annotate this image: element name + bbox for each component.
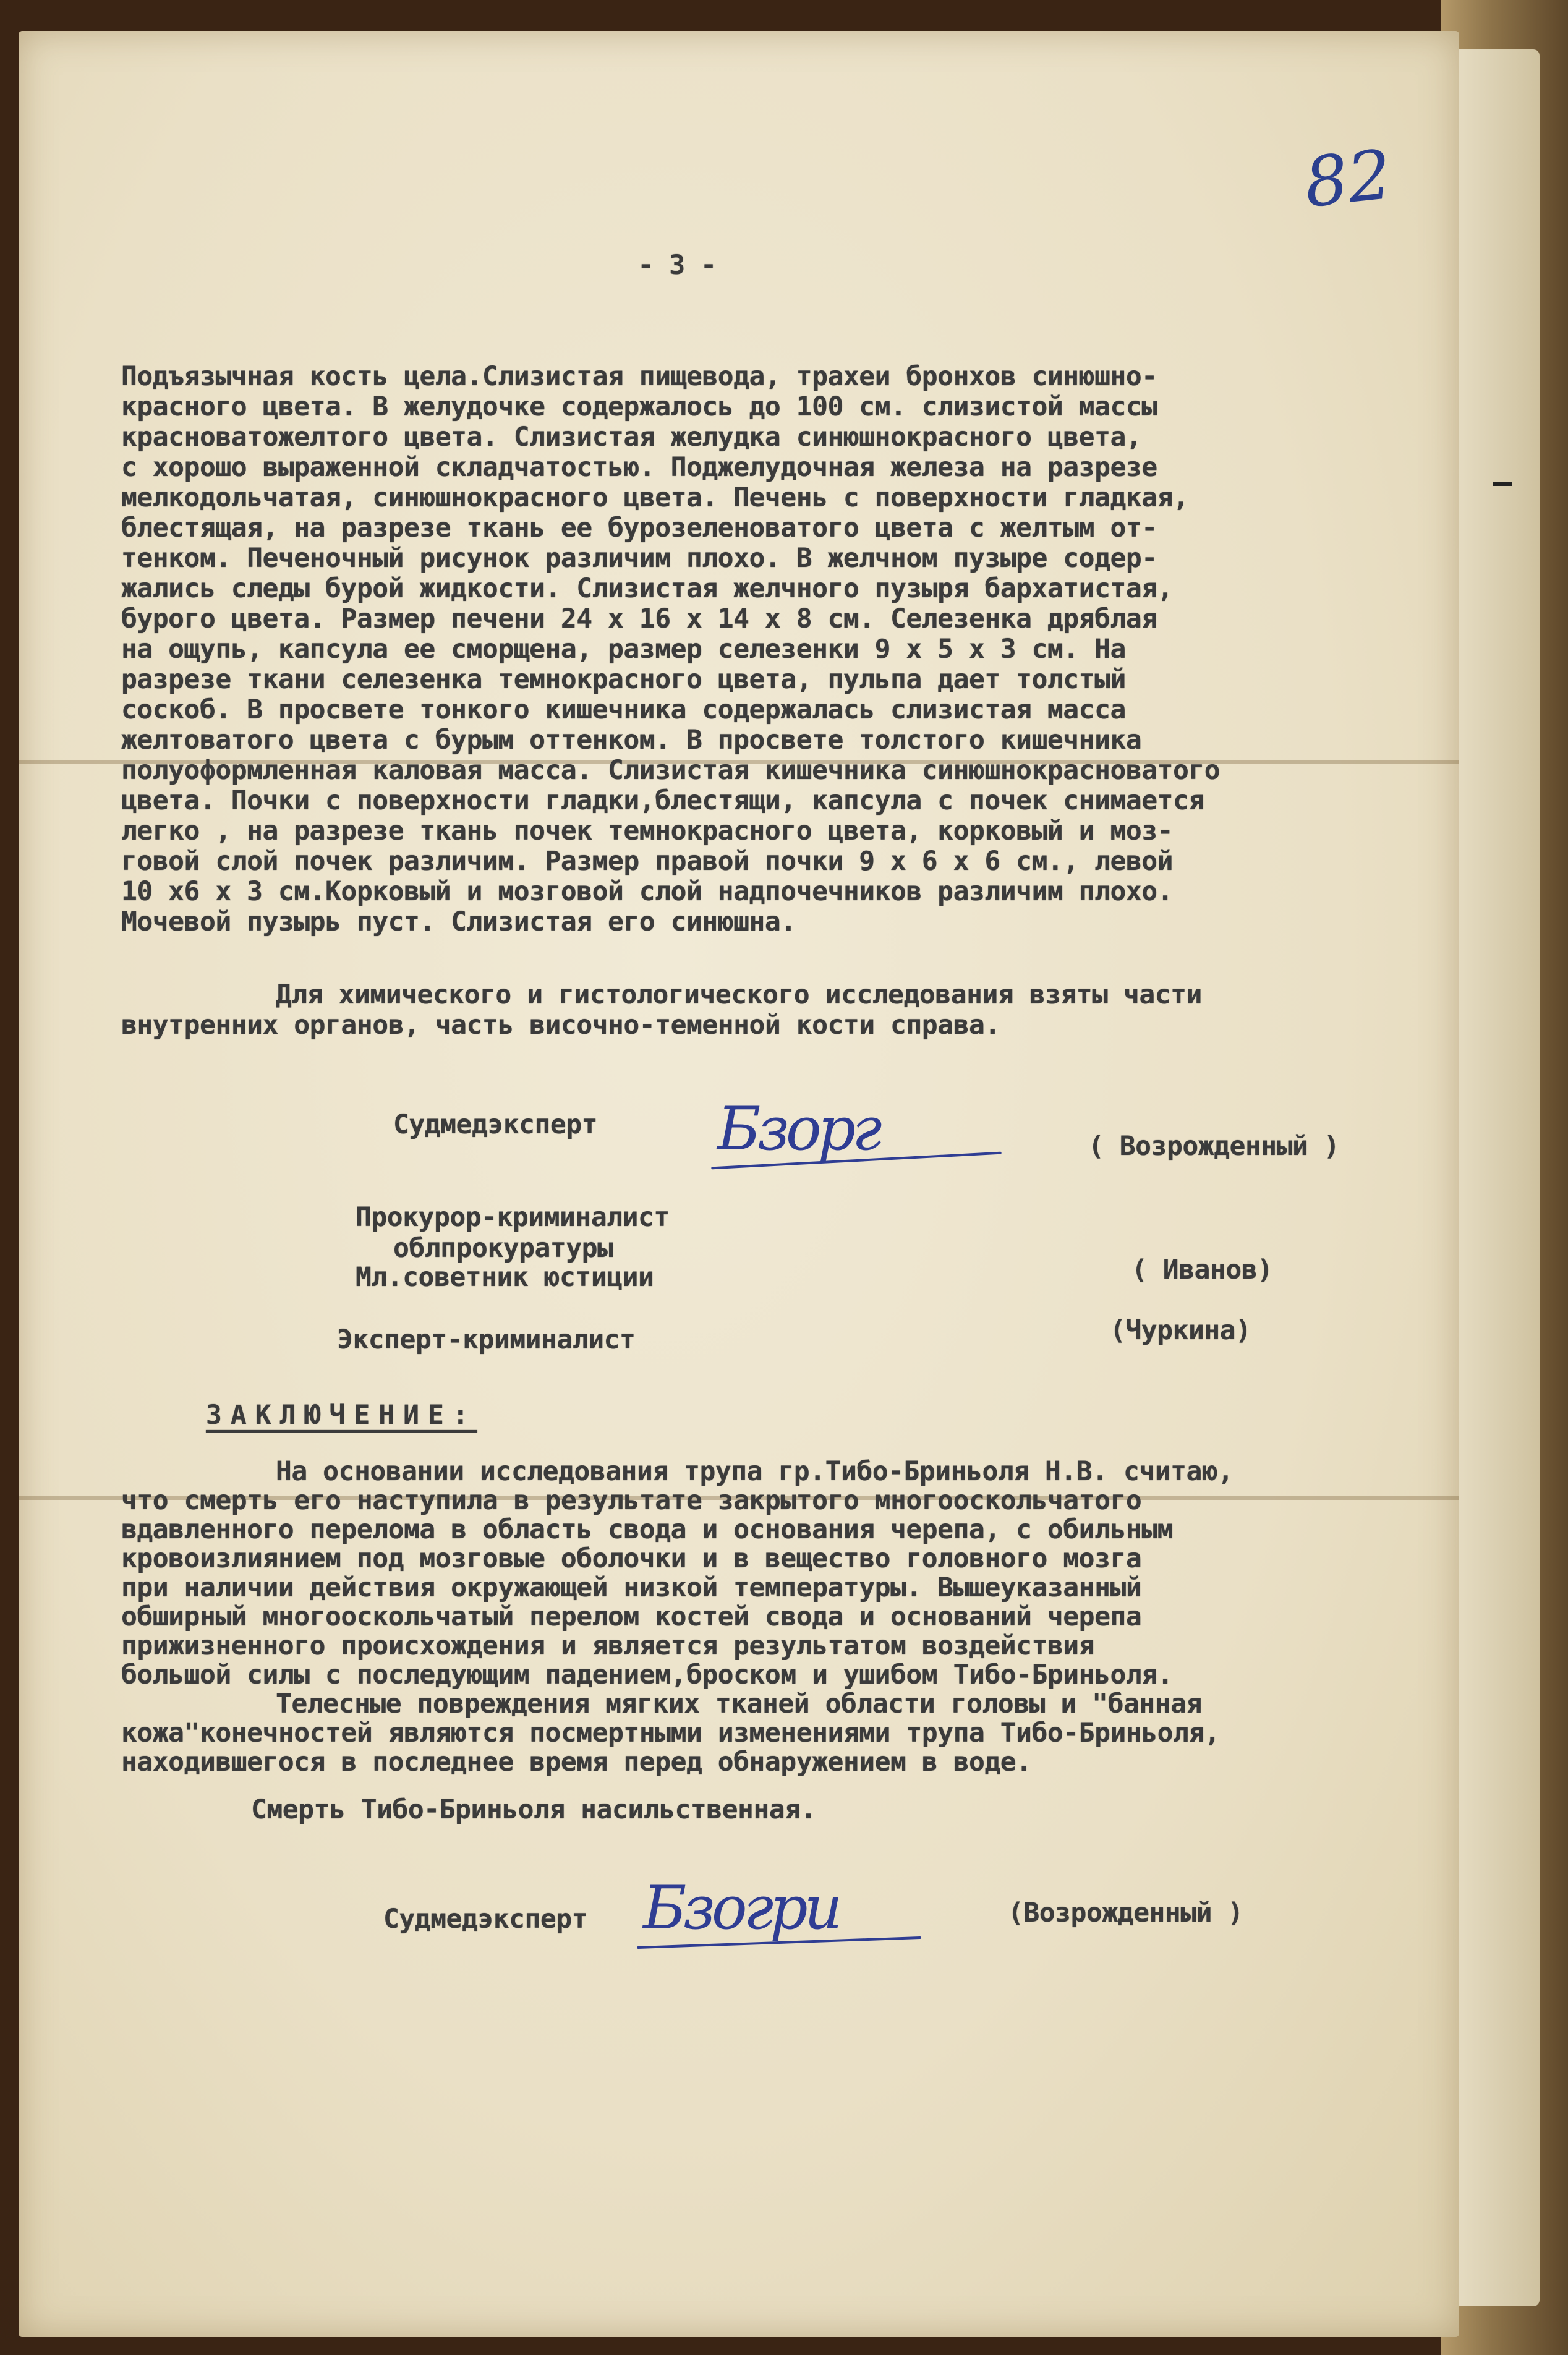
text-line: желтоватого цвета с бурым оттенком. В просвете толстого кишечника bbox=[121, 725, 1142, 756]
text-line: Подъязычная кость цела.Слизистая пищевода, трахеи бронхов синюшно- bbox=[121, 362, 1157, 392]
page-number: - 3 - bbox=[637, 250, 717, 281]
expert-signature: Бзорг bbox=[717, 1094, 879, 1164]
folio-number: 82 bbox=[1300, 135, 1395, 223]
criminalist-name: (Чуркина) bbox=[1110, 1315, 1251, 1346]
prosecutor-title-line3: Мл.советник юстиции bbox=[356, 1262, 654, 1293]
text-line: прижизненного происхождения и является результатом воздействия bbox=[121, 1631, 1095, 1660]
text-line: говой слой почек различим. Размер правой почки 9 х 6 х 6 см., левой bbox=[121, 846, 1174, 877]
text-line: красноватожелтого цвета. Слизистая желудка синюшнокрасного цвета, bbox=[121, 422, 1142, 453]
text-line: Смерть Тибо-Бриньоля насильственная. bbox=[251, 1795, 816, 1824]
text-line: кожа"конечностей являются посмертными изменениями трупа Тибо-Бриньоля, bbox=[121, 1718, 1221, 1747]
text-line: бурого цвета. Размер печени 24 х 16 х 14 х 8 см. Селезенка дряблая bbox=[121, 604, 1157, 634]
text-line: полуоформленная каловая масса. Слизистая кишечника синюшнокрасноватого bbox=[121, 756, 1221, 786]
text-line: вдавленного перелома в область свода и основания черепа, с обильным bbox=[121, 1515, 1174, 1544]
text-line: разрезе ткани селезенка темнокрасного цвета, пульпа дает толстый bbox=[121, 665, 1126, 695]
criminalist-title: Эксперт-криминалист bbox=[337, 1324, 636, 1355]
text-line: что смерть его наступила в результате закрытого многооскольчатого bbox=[121, 1486, 1142, 1515]
text-line: Мочевой пузырь пуст. Слизистая его синюшна. bbox=[121, 907, 796, 937]
text-line: легко , на разрезе ткань почек темнокрасного цвета, корковый и моз- bbox=[121, 816, 1174, 846]
text-line: блестящая, на разрезе ткань ее бурозеленоватого цвета с желтым от- bbox=[121, 513, 1157, 543]
sheet-edge-mark bbox=[1493, 482, 1512, 486]
conclusion-expert-signature: Бзогри bbox=[643, 1873, 839, 1943]
text-line: находившегося в последнее время перед обнаружением в воде. bbox=[121, 1747, 1032, 1776]
text-line: обширный многооскольчатый перелом костей свода и оснований черепа bbox=[121, 1602, 1142, 1631]
autopsy-text bbox=[121, 362, 1389, 937]
expert-name: ( Возрожденный ) bbox=[1088, 1131, 1340, 1162]
conclusion-expert-title: Судмедэксперт bbox=[383, 1904, 588, 1935]
prosecutor-title-line1: Прокурор-криминалист bbox=[356, 1202, 670, 1233]
prosecutor-title-line2: облпрокуратуры bbox=[393, 1233, 613, 1264]
conclusion-title: ЗАКЛЮЧЕНИЕ: bbox=[206, 1400, 477, 1431]
text-line: цвета. Почки с поверхности гладки,блестящи, капсула с почек снимается bbox=[121, 786, 1204, 816]
text-line: большой силы с последующим падением,броском и ушибом Тибо-Бриньоля. bbox=[121, 1660, 1174, 1689]
sampling-paragraph bbox=[121, 980, 1389, 1041]
underlying-sheet bbox=[1447, 49, 1540, 2306]
text-line: жались следы бурой жидкости. Слизистая желчного пузыря бархатистая, bbox=[121, 574, 1174, 604]
text-line: Телесные повреждения мягких тканей области головы и "банная bbox=[276, 1689, 1202, 1718]
text-line: внутренних органов, часть височно-теменной кости справа. bbox=[121, 1010, 1000, 1041]
text-line: кровоизлиянием под мозговые оболочки и в вещество головного мозга bbox=[121, 1544, 1142, 1573]
text-line: 10 х6 х 3 см.Корковый и мозговой слой надпочечников различим плохо. bbox=[121, 877, 1174, 907]
text-line: на ощупь, капсула ее сморщена, размер селезенки 9 х 5 х 3 см. На bbox=[121, 634, 1126, 665]
text-line: соскоб. В просвете тонкого кишечника содержалась слизистая масса bbox=[121, 695, 1126, 725]
conclusion-expert-name: (Возрожденный ) bbox=[1008, 1897, 1243, 1928]
text-line: тенком. Печеночный рисунок различим плохо. В желчном пузыре содер- bbox=[121, 543, 1157, 574]
text-line: красного цвета. В желудочке содержалось до 100 см. слизистой массы bbox=[121, 392, 1157, 422]
text-line: Для химического и гистологического исследования взяты части bbox=[276, 979, 1202, 1010]
text-line: с хорошо выраженной складчатостью. Поджелудочная железа на разрезе bbox=[121, 453, 1157, 483]
expert-title: Судмедэксперт bbox=[393, 1109, 598, 1140]
text-line: На основании исследования трупа гр.Тибо-Бриньоля Н.В. считаю, bbox=[276, 1457, 1234, 1486]
text-line: мелкодольчатая, синюшнокрасного цвета. Печень с поверхности гладкая, bbox=[121, 483, 1189, 513]
text-line: при наличии действия окружающей низкой температуры. Вышеуказанный bbox=[121, 1573, 1142, 1602]
prosecutor-name: ( Иванов) bbox=[1131, 1254, 1273, 1285]
conclusion-text bbox=[121, 1457, 1426, 1824]
